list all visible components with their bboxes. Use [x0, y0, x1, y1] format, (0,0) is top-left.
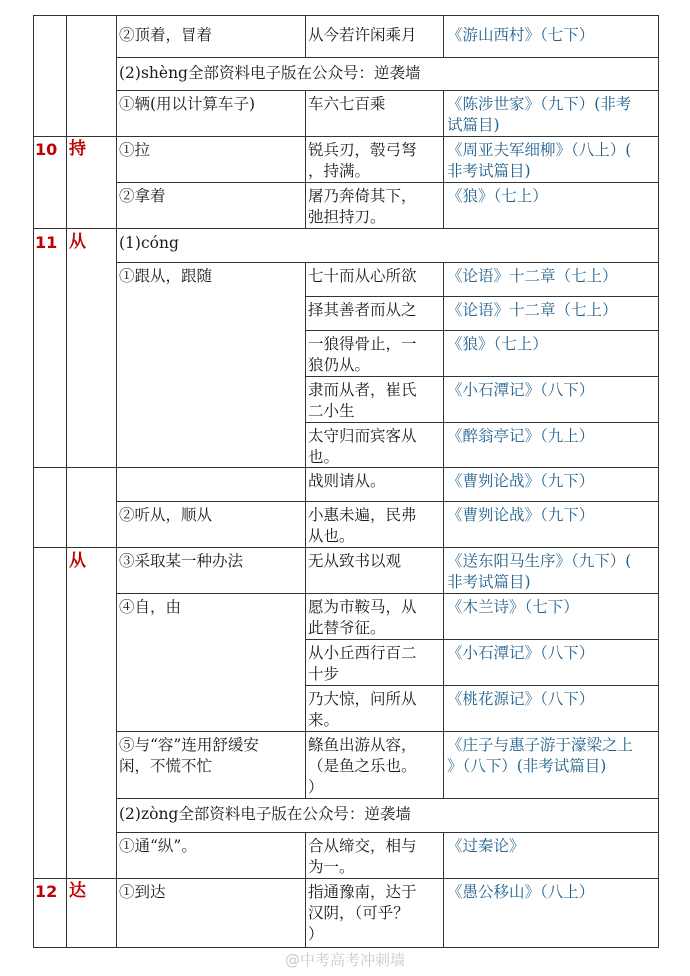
meaning-cell: ①拉: [119, 141, 151, 159]
row-border: [305, 685, 659, 686]
source-cell: 《陈涉世家》（九下）(非考: [447, 95, 632, 113]
example-cell: 七十而从心所欲: [308, 267, 417, 285]
column-border: [443, 90, 444, 228]
row-border: [116, 262, 659, 263]
meaning-cell: ①跟从，跟随: [119, 267, 213, 285]
reading-heading: (2)shèng全部资料电子版在公众号：逆袭墙: [119, 64, 421, 82]
row-border: [33, 228, 659, 229]
source-cell: 》（八下）(非考试篇目): [447, 757, 607, 775]
meaning-cell: 闲，不慌不忙: [119, 757, 213, 775]
example-cell: 锐兵刃，彀弓弩: [308, 141, 417, 159]
row-border: [116, 90, 659, 91]
row-border: [305, 376, 659, 377]
meaning-cell: ②听从，顺从: [119, 506, 213, 524]
example-cell: 从今若许闲乘月: [308, 26, 417, 44]
row-border: [305, 422, 659, 423]
example-cell: 隶而从者，崔氏: [308, 381, 417, 399]
source-cell: 《游山西村》（七下）: [447, 26, 595, 44]
example-cell: 太守归而宾客从: [308, 427, 417, 445]
example-cell: 二小生: [308, 402, 355, 420]
source-cell: 《过秦论》: [447, 837, 525, 855]
example-cell: 小惠未遍，民弗: [308, 506, 417, 524]
row-border: [116, 57, 659, 58]
example-cell: 合从缔交，相与: [308, 837, 417, 855]
source-cell: 试篇目): [447, 116, 500, 134]
source-cell: 《论语》十二章（七上）: [447, 267, 618, 285]
row-border: [33, 878, 659, 879]
entry-character: 持: [69, 139, 86, 159]
reading-heading: (1)cóng: [119, 234, 179, 252]
meaning-cell: ①辆(用以计算车子): [119, 95, 256, 113]
source-cell: 《论语》十二章（七上）: [447, 301, 618, 319]
column-border: [443, 15, 444, 57]
example-cell: 从也。: [308, 527, 355, 545]
source-cell: 《庄子与惠子游于濠梁之上: [447, 736, 634, 754]
row-border: [116, 593, 659, 594]
example-cell: ）: [308, 925, 324, 943]
source-cell: 《愚公移山》（八上）: [447, 883, 595, 901]
row-border: [116, 832, 659, 833]
example-cell: 也。: [308, 448, 340, 466]
row-border: [305, 330, 659, 331]
example-cell: 鲦鱼出游从容，: [308, 736, 417, 754]
row-border: [33, 547, 659, 548]
example-cell: 为一。: [308, 858, 355, 876]
row-border: [33, 947, 659, 948]
example-cell: 汉阴，（可乎？: [308, 904, 409, 922]
source-cell: 《木兰诗》（七下）: [447, 598, 579, 616]
entry-number: 12: [35, 882, 58, 901]
column-border: [658, 15, 659, 947]
meaning-cell: ①通“纵”。: [119, 837, 197, 855]
source-cell: 《醉翁亭记》（九上）: [447, 427, 595, 445]
source-cell: 《送东阳马生序》（九下）(: [447, 552, 632, 570]
example-cell: 来。: [308, 711, 340, 729]
example-cell: 车六七百乘: [308, 95, 386, 113]
entry-number: 11: [35, 233, 58, 252]
example-cell: 战则请从。: [308, 472, 386, 490]
column-border: [305, 15, 306, 57]
source-cell: 《小石潭记》（八下）: [447, 381, 595, 399]
meaning-cell: ①到达: [119, 883, 166, 901]
source-cell: 《曹刿论战》（九下）: [447, 472, 595, 490]
meaning-cell: ②拿着: [119, 187, 166, 205]
row-border: [116, 731, 659, 732]
meaning-cell: ②顶着，冒着: [119, 26, 213, 44]
entry-character: 从: [69, 551, 86, 571]
source-cell: 《周亚夫军细柳》（八上）(: [447, 141, 632, 159]
example-cell: 无从致书以观: [308, 552, 402, 570]
example-cell: ）: [308, 778, 324, 796]
meaning-cell: ③采取某一种办法: [119, 552, 244, 570]
source-cell: 《曹刿论战》（九下）: [447, 506, 595, 524]
entry-character: 从: [69, 232, 86, 252]
row-border: [33, 136, 659, 137]
example-cell: 从小丘西行百二: [308, 644, 417, 662]
example-cell: 择其善者而从之: [308, 301, 417, 319]
watermark: @中考高考冲刺墙: [285, 951, 406, 969]
column-border: [116, 15, 117, 947]
row-border: [33, 15, 659, 16]
example-cell: 愿为市鞍马，从: [308, 598, 417, 616]
column-border: [443, 832, 444, 947]
example-cell: 屠乃奔倚其下，: [308, 187, 417, 205]
example-cell: 狼仍从。: [308, 356, 371, 374]
source-cell: 《桃花源记》（八下）: [447, 690, 595, 708]
example-cell: 指通豫南，达于: [308, 883, 417, 901]
example-cell: 一狼得骨止，一: [308, 335, 417, 353]
row-border: [116, 182, 659, 183]
column-border: [305, 262, 306, 798]
meaning-cell: ④自，由: [119, 598, 182, 616]
entry-character: 达: [69, 881, 86, 901]
column-border: [305, 90, 306, 228]
example-cell: 弛担持刀。: [308, 208, 386, 226]
column-border: [33, 15, 34, 947]
column-border: [66, 15, 67, 947]
example-cell: 此替爷征。: [308, 619, 386, 637]
example-cell: （是鱼之乐也。: [308, 757, 417, 775]
example-cell: 十步: [308, 665, 340, 683]
row-border: [116, 501, 659, 502]
example-cell: 乃大惊，问所从: [308, 690, 417, 708]
meaning-cell: ⑤与“容”连用舒缓安: [119, 736, 259, 754]
column-border: [443, 262, 444, 798]
example-cell: ，持满。: [308, 162, 371, 180]
row-border: [33, 467, 659, 468]
row-border: [116, 798, 659, 799]
source-cell: 非考试篇目): [447, 573, 531, 591]
column-border: [305, 832, 306, 947]
source-cell: 《小石潭记》（八下）: [447, 644, 595, 662]
row-border: [305, 639, 659, 640]
entry-number: 10: [35, 140, 58, 159]
reading-heading: (2)zòng全部资料电子版在公众号：逆袭墙: [119, 805, 411, 823]
source-cell: 非考试篇目): [447, 162, 531, 180]
row-border: [305, 296, 659, 297]
source-cell: 《狼》（七上）: [447, 187, 548, 205]
source-cell: 《狼》（七上）: [447, 335, 548, 353]
